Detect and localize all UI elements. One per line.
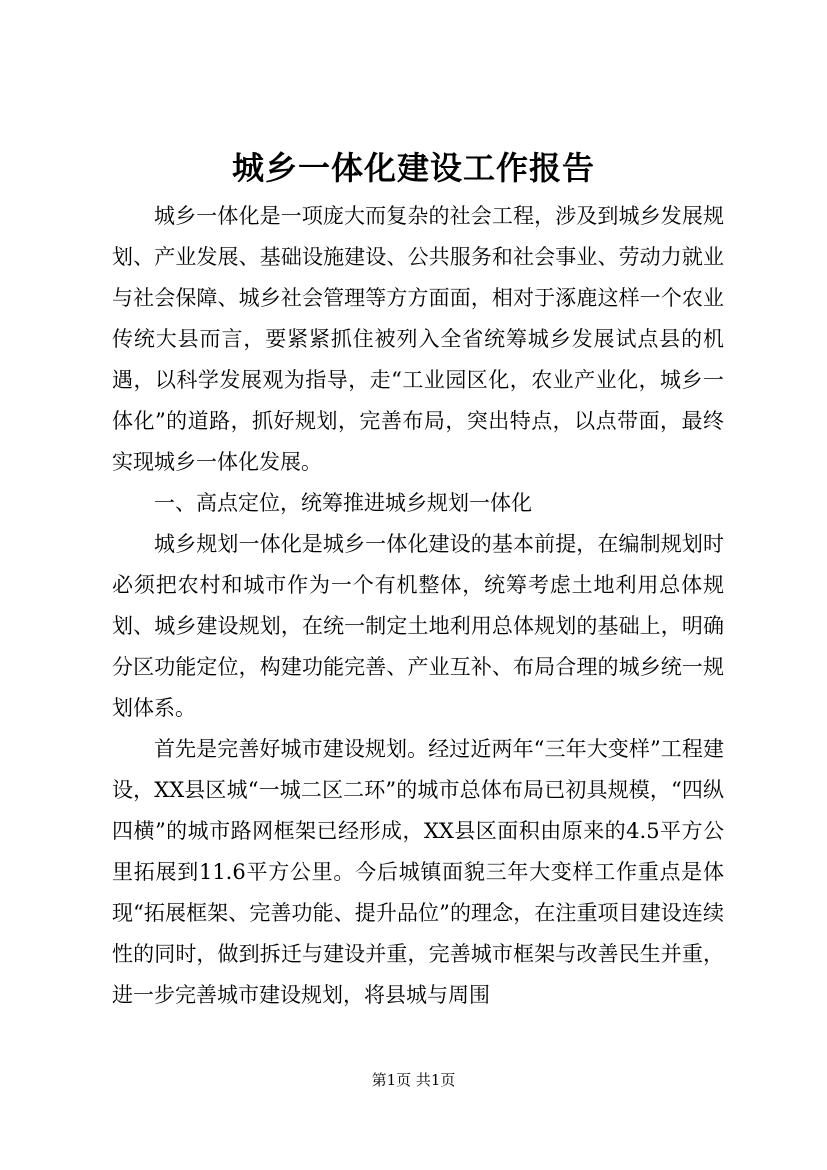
paragraph-city-planning: 首先是完善好城市建设规划。经过近两年“三年大变样”工程建设，XX县区城“一城二区二环”的城市总体布局已初具规模，“四纵四横”的城市路网框架已经形成，XX县区面积由原来的4.5平方公里拓展到11.6平方公里。今后城镇面貌三年大变样工作重点是体现“拓展框架、完善功能、提升品位”的理念，在注重项目建设连续性的同时，做到拆迁与建设并重，完善城市框架与改善民生并重，进一步完善城市建设规划，将县城与周围 <box>112 737 724 1007</box>
paragraph-planning: 城乡规划一体化是城乡一体化建设的基本前提，在编制规划时必须把农村和城市作为一个有机整体，统筹考虑土地利用总体规划、城乡建设规划，在统一制定土地利用总体规划的基础上，明确分区功能定位，构建功能完善、产业互补、布局合理的城乡统一规划体系。 <box>112 532 724 720</box>
document-body <box>112 196 724 1016</box>
paragraph-intro: 城乡一体化是一项庞大而复杂的社会工程，涉及到城乡发展规划、产业发展、基础设施建设、公共服务和社会事业、劳动力就业与社会保障、城乡社会管理等方方面面，相对于涿鹿这样一个农业传统大县而言，要紧紧抓住被列入全省统筹城乡发展试点县的机遇，以科学发展观为指导，走“工业园区化，农业产业化，城乡一体化”的道路，抓好规划，完善布局，突出特点，以点带面，最终实现城乡一体化发展。 <box>112 204 724 474</box>
document-title: 城乡一体化建设工作报告 <box>231 149 595 187</box>
section-heading-1: 一、高点定位，统筹推进城乡规划一体化 <box>154 491 532 515</box>
page-footer: 第1页 共1页 <box>371 1071 456 1089</box>
